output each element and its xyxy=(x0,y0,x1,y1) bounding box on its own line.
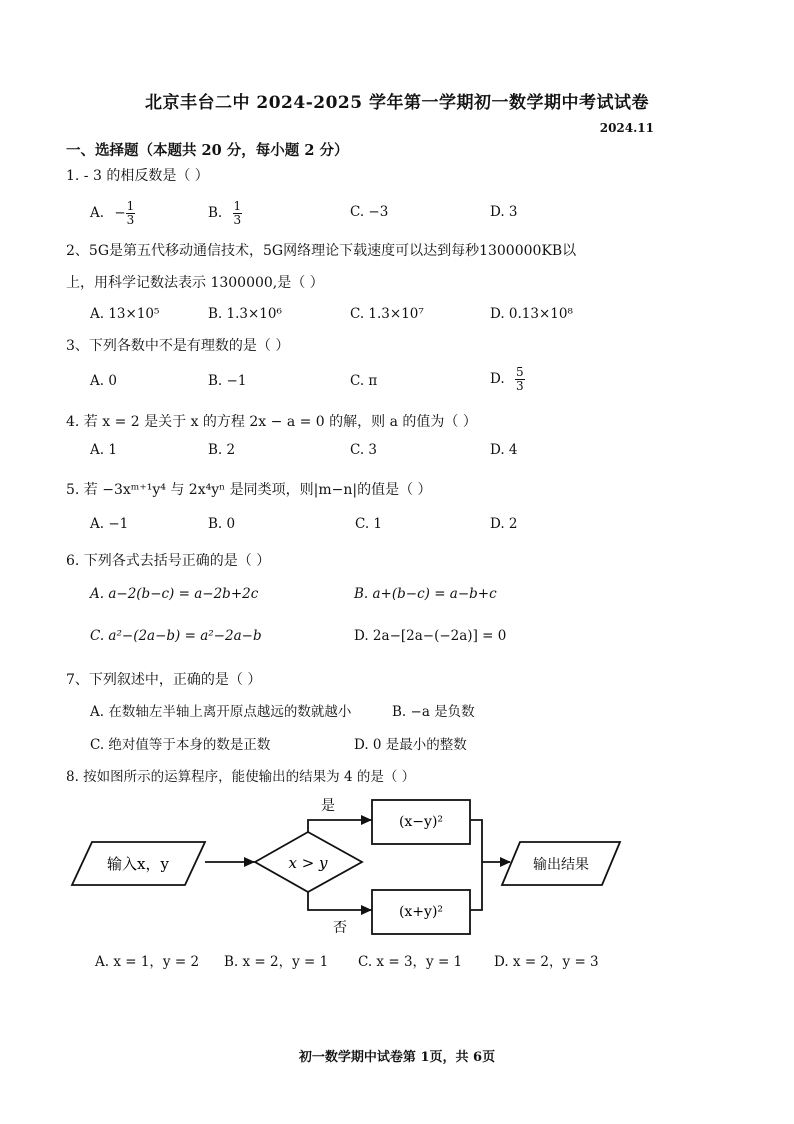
question-4-option-c: C. 3 xyxy=(350,442,378,458)
question-7-stem: 7、下列叙述中，正确的是（ ） xyxy=(66,672,262,688)
question-4-option-a: A. 1 xyxy=(90,442,117,458)
question-4-option-b: B. 2 xyxy=(208,442,236,458)
question-8-option-d: D. x = 2，y = 3 xyxy=(494,954,599,970)
fraction-numerator: 5 xyxy=(515,365,524,379)
page-footer: 初一数学期中试卷第 1页，共 6页 xyxy=(298,1050,496,1065)
question-1-option-d: D. 3 xyxy=(490,204,518,220)
option-label: A. xyxy=(90,205,105,221)
flowchart-yes-expression: (x−y)² xyxy=(398,814,444,830)
question-2-option-a: A. 13×10⁵ xyxy=(90,306,160,322)
question-2-stem-line-1: 2、5G是第五代移动通信技术，5G网络理论下载速度可以达到每秒1300000KB以 xyxy=(66,243,577,259)
question-4-option-d: D. 4 xyxy=(490,442,518,458)
question-4-stem: 4. 若 x = 2 是关于 x 的方程 2x − a = 0 的解，则 a 的值为（ ） xyxy=(66,414,477,430)
question-8-option-b: B. x = 2，y = 1 xyxy=(224,954,329,970)
fraction-numerator: 1 xyxy=(233,199,242,213)
fraction-denominator: 3 xyxy=(233,213,242,227)
question-3-option-c: C. π xyxy=(350,373,378,389)
question-7-option-c: C. 绝对值等于本身的数是正数 xyxy=(90,737,271,753)
question-6-option-c: C. a²−(2a−b) = a²−2a−b xyxy=(90,628,262,644)
section-heading: 一、选择题（本题共 20 分，每小题 2 分） xyxy=(66,142,349,159)
connector-merge xyxy=(470,820,482,910)
flowchart-output-label: 输出结果 xyxy=(533,857,589,873)
fraction-sign: − xyxy=(114,205,126,221)
question-5-option-d: D. 2 xyxy=(490,516,518,532)
question-2-option-c: C. 1.3×10⁷ xyxy=(350,306,424,322)
flowchart-no-label: 否 xyxy=(333,920,347,936)
question-6-stem: 6. 下列各式去括号正确的是（ ） xyxy=(66,553,271,569)
option-label: B. xyxy=(208,205,223,221)
arrowhead xyxy=(244,857,255,867)
question-1-stem: 1. - 3 的相反数是（ ） xyxy=(66,168,209,184)
option-label: D. xyxy=(490,371,505,387)
arrowhead xyxy=(361,815,372,825)
question-8-option-c: C. x = 3，y = 1 xyxy=(358,954,463,970)
fraction-numerator: 1 xyxy=(126,199,135,213)
question-3-stem: 3、下列各数中不是有理数的是（ ） xyxy=(66,338,290,354)
flowchart-condition-label: x > y xyxy=(288,854,328,872)
question-8-option-a: A. x = 1，y = 2 xyxy=(95,954,200,970)
question-6-option-b: B. a+(b−c) = a−b+c xyxy=(354,586,497,602)
fraction-denominator: 3 xyxy=(126,213,135,227)
question-5-option-c: C. 1 xyxy=(355,516,383,532)
question-8-stem: 8. 按如图所示的运算程序，能使输出的结果为 4 的是（ ） xyxy=(66,769,416,785)
question-7-option-a: A. 在数轴左半轴上离开原点越远的数就越小 xyxy=(90,704,352,720)
question-5-option-a: A. −1 xyxy=(90,516,129,532)
question-7-option-d: D. 0 是最小的整数 xyxy=(354,737,467,753)
question-2-option-b: B. 1.3×10⁶ xyxy=(208,306,282,322)
question-3-option-a: A. 0 xyxy=(90,373,117,389)
page-title: 北京丰台二中 2024-2025 学年第一学期初一数学期中考试试卷 xyxy=(144,93,650,113)
flowchart-no-expression: (x+y)² xyxy=(398,904,444,920)
question-2-option-d: D. 0.13×10⁸ xyxy=(490,306,573,322)
question-6-option-a: A. a−2(b−c) = a−2b+2c xyxy=(90,586,259,602)
question-1-option-c: C. −3 xyxy=(350,204,389,220)
question-5-stem: 5. 若 −3xᵐ⁺¹y⁴ 与 2x⁴yⁿ 是同类项，则|m−n|的值是（ ） xyxy=(66,482,432,498)
flowchart-yes-label: 是 xyxy=(321,798,335,814)
question-5-option-b: B. 0 xyxy=(208,516,236,532)
exam-date: 2024.11 xyxy=(599,121,654,135)
arrowhead xyxy=(361,905,372,915)
question-2-stem-line-2: 上，用科学记数法表示 1300000,是（ ） xyxy=(66,275,324,291)
question-6-option-d: D. 2a−[2a−(−2a)] = 0 xyxy=(354,628,507,644)
fraction-denominator: 3 xyxy=(515,379,524,393)
question-3-option-b: B. −1 xyxy=(208,373,247,389)
flowchart-input-label: 输入x，y xyxy=(107,855,169,873)
question-7-option-b: B. −a 是负数 xyxy=(392,704,475,720)
